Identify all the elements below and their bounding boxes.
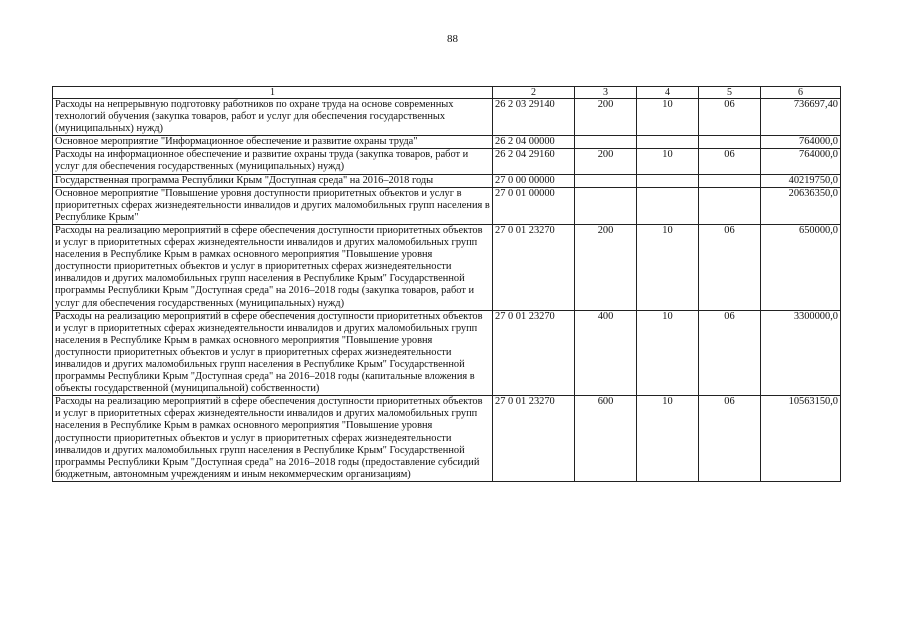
row-amount-cell: 10563150,0 bbox=[761, 396, 841, 482]
row-col4-cell: 10 bbox=[637, 310, 699, 396]
table-row bbox=[53, 396, 841, 482]
column-header-amount: 6 bbox=[761, 87, 841, 99]
row-amount-cell: 650000,0 bbox=[761, 224, 841, 310]
row-col3-cell: 200 bbox=[575, 224, 637, 310]
row-name-cell: Расходы на реализацию мероприятий в сфере обеспечения доступности приоритетных объектов и услуг в приоритетных сферах жизнедеятельности инвалидов и других маломобильных групп населения в Республике Крым в рамках основного мероприятия "Повышение уровня доступности приоритетных объектов и услуг в приоритетных сферах жизнедеятельности инвалидов и других маломобильных групп населения в Республике Крым" Государственной программы Республики Крым "Доступная среда" на 2016–2018 годы (предоставление субсидий бюджетным, автономным учреждениям и иным некоммерческим организациям) bbox=[53, 396, 493, 482]
table-header-row bbox=[53, 87, 841, 99]
row-amount-cell: 736697,40 bbox=[761, 99, 841, 136]
column-header-3: 3 bbox=[575, 87, 637, 99]
row-code-cell: 26 2 04 00000 bbox=[493, 136, 575, 149]
column-header-4: 4 bbox=[637, 87, 699, 99]
row-amount-cell: 764000,0 bbox=[761, 149, 841, 174]
table-row bbox=[53, 136, 841, 149]
table-row bbox=[53, 310, 841, 396]
row-col4-cell: 10 bbox=[637, 396, 699, 482]
row-col3-cell bbox=[575, 174, 637, 187]
table-row bbox=[53, 149, 841, 174]
row-name-cell: Расходы на реализацию мероприятий в сфере обеспечения доступности приоритетных объектов и услуг в приоритетных сферах жизнедеятельности инвалидов и других маломобильных групп населения в Республике Крым в рамках основного мероприятия "Повышение уровня доступности приоритетных объектов и услуг в приоритетных сферах жизнедеятельности инвалидов и других маломобильных групп населения в Республике Крым" Государственной программы Республики Крым "Доступная среда" на 2016–2018 годы (капитальные вложения в объекты государственной (муниципальной) собственности) bbox=[53, 310, 493, 396]
row-name-cell: Расходы на информационное обеспечение и развитие охраны труда (закупка товаров, работ и услуг для обеспечения государственных (муниципальных) нужд) bbox=[53, 149, 493, 174]
table-row bbox=[53, 174, 841, 187]
row-name-cell: Расходы на реализацию мероприятий в сфере обеспечения доступности приоритетных объектов и услуг в приоритетных сферах жизнедеятельности инвалидов и других маломобильных групп населения в Республике Крым в рамках основного мероприятия "Повышение уровня доступности приоритетных объектов и услуг в приоритетных сферах жизнедеятельности инвалидов и других маломобильных групп населения в Республике Крым" Государственной программы Республики Крым "Доступная среда" на 2016–2018 годы (закупка товаров, работ и услуг для обеспечения государственных (муниципальных) нужд) bbox=[53, 224, 493, 310]
row-code-cell: 27 0 01 23270 bbox=[493, 396, 575, 482]
row-code-cell: 26 2 03 29140 bbox=[493, 99, 575, 136]
table-row bbox=[53, 224, 841, 310]
row-col3-cell bbox=[575, 136, 637, 149]
row-col5-cell: 06 bbox=[699, 149, 761, 174]
row-col5-cell: 06 bbox=[699, 224, 761, 310]
row-col4-cell bbox=[637, 174, 699, 187]
column-header-name: 1 bbox=[53, 87, 493, 99]
row-code-cell: 27 0 01 23270 bbox=[493, 310, 575, 396]
table-row bbox=[53, 187, 841, 224]
row-name-cell: Государственная программа Республики Крым "Доступная среда" на 2016–2018 годы bbox=[53, 174, 493, 187]
column-header-code: 2 bbox=[493, 87, 575, 99]
row-col3-cell: 400 bbox=[575, 310, 637, 396]
column-header-5: 5 bbox=[699, 87, 761, 99]
row-col3-cell: 600 bbox=[575, 396, 637, 482]
row-name-cell: Основное мероприятие "Повышение уровня доступности приоритетных объектов и услуг в приоритетных сферах жизнедеятельности инвалидов и других маломобильных групп населения в Республике Крым" bbox=[53, 187, 493, 224]
row-col3-cell bbox=[575, 187, 637, 224]
row-col4-cell: 10 bbox=[637, 224, 699, 310]
row-code-cell: 26 2 04 29160 bbox=[493, 149, 575, 174]
row-name-cell: Основное мероприятие "Информационное обеспечение и развитие охраны труда" bbox=[53, 136, 493, 149]
row-col5-cell: 06 bbox=[699, 396, 761, 482]
row-code-cell: 27 0 00 00000 bbox=[493, 174, 575, 187]
row-col4-cell bbox=[637, 136, 699, 149]
row-col3-cell: 200 bbox=[575, 149, 637, 174]
row-code-cell: 27 0 01 00000 bbox=[493, 187, 575, 224]
row-col3-cell: 200 bbox=[575, 99, 637, 136]
row-code-cell: 27 0 01 23270 bbox=[493, 224, 575, 310]
row-name-cell: Расходы на непрерывную подготовку работников по охране труда на основе современных технологий обучения (закупка товаров, работ и услуг для обеспечения государственных (муниципальных) нужд) bbox=[53, 99, 493, 136]
budget-table bbox=[52, 86, 841, 482]
row-amount-cell: 40219750,0 bbox=[761, 174, 841, 187]
row-amount-cell: 3300000,0 bbox=[761, 310, 841, 396]
row-amount-cell: 20636350,0 bbox=[761, 187, 841, 224]
row-col5-cell bbox=[699, 136, 761, 149]
row-col4-cell: 10 bbox=[637, 149, 699, 174]
row-col5-cell: 06 bbox=[699, 99, 761, 136]
page-number: 88 bbox=[447, 33, 458, 45]
row-col5-cell: 06 bbox=[699, 310, 761, 396]
row-amount-cell: 764000,0 bbox=[761, 136, 841, 149]
row-col4-cell bbox=[637, 187, 699, 224]
table-row bbox=[53, 99, 841, 136]
row-col4-cell: 10 bbox=[637, 99, 699, 136]
row-col5-cell bbox=[699, 187, 761, 224]
row-col5-cell bbox=[699, 174, 761, 187]
